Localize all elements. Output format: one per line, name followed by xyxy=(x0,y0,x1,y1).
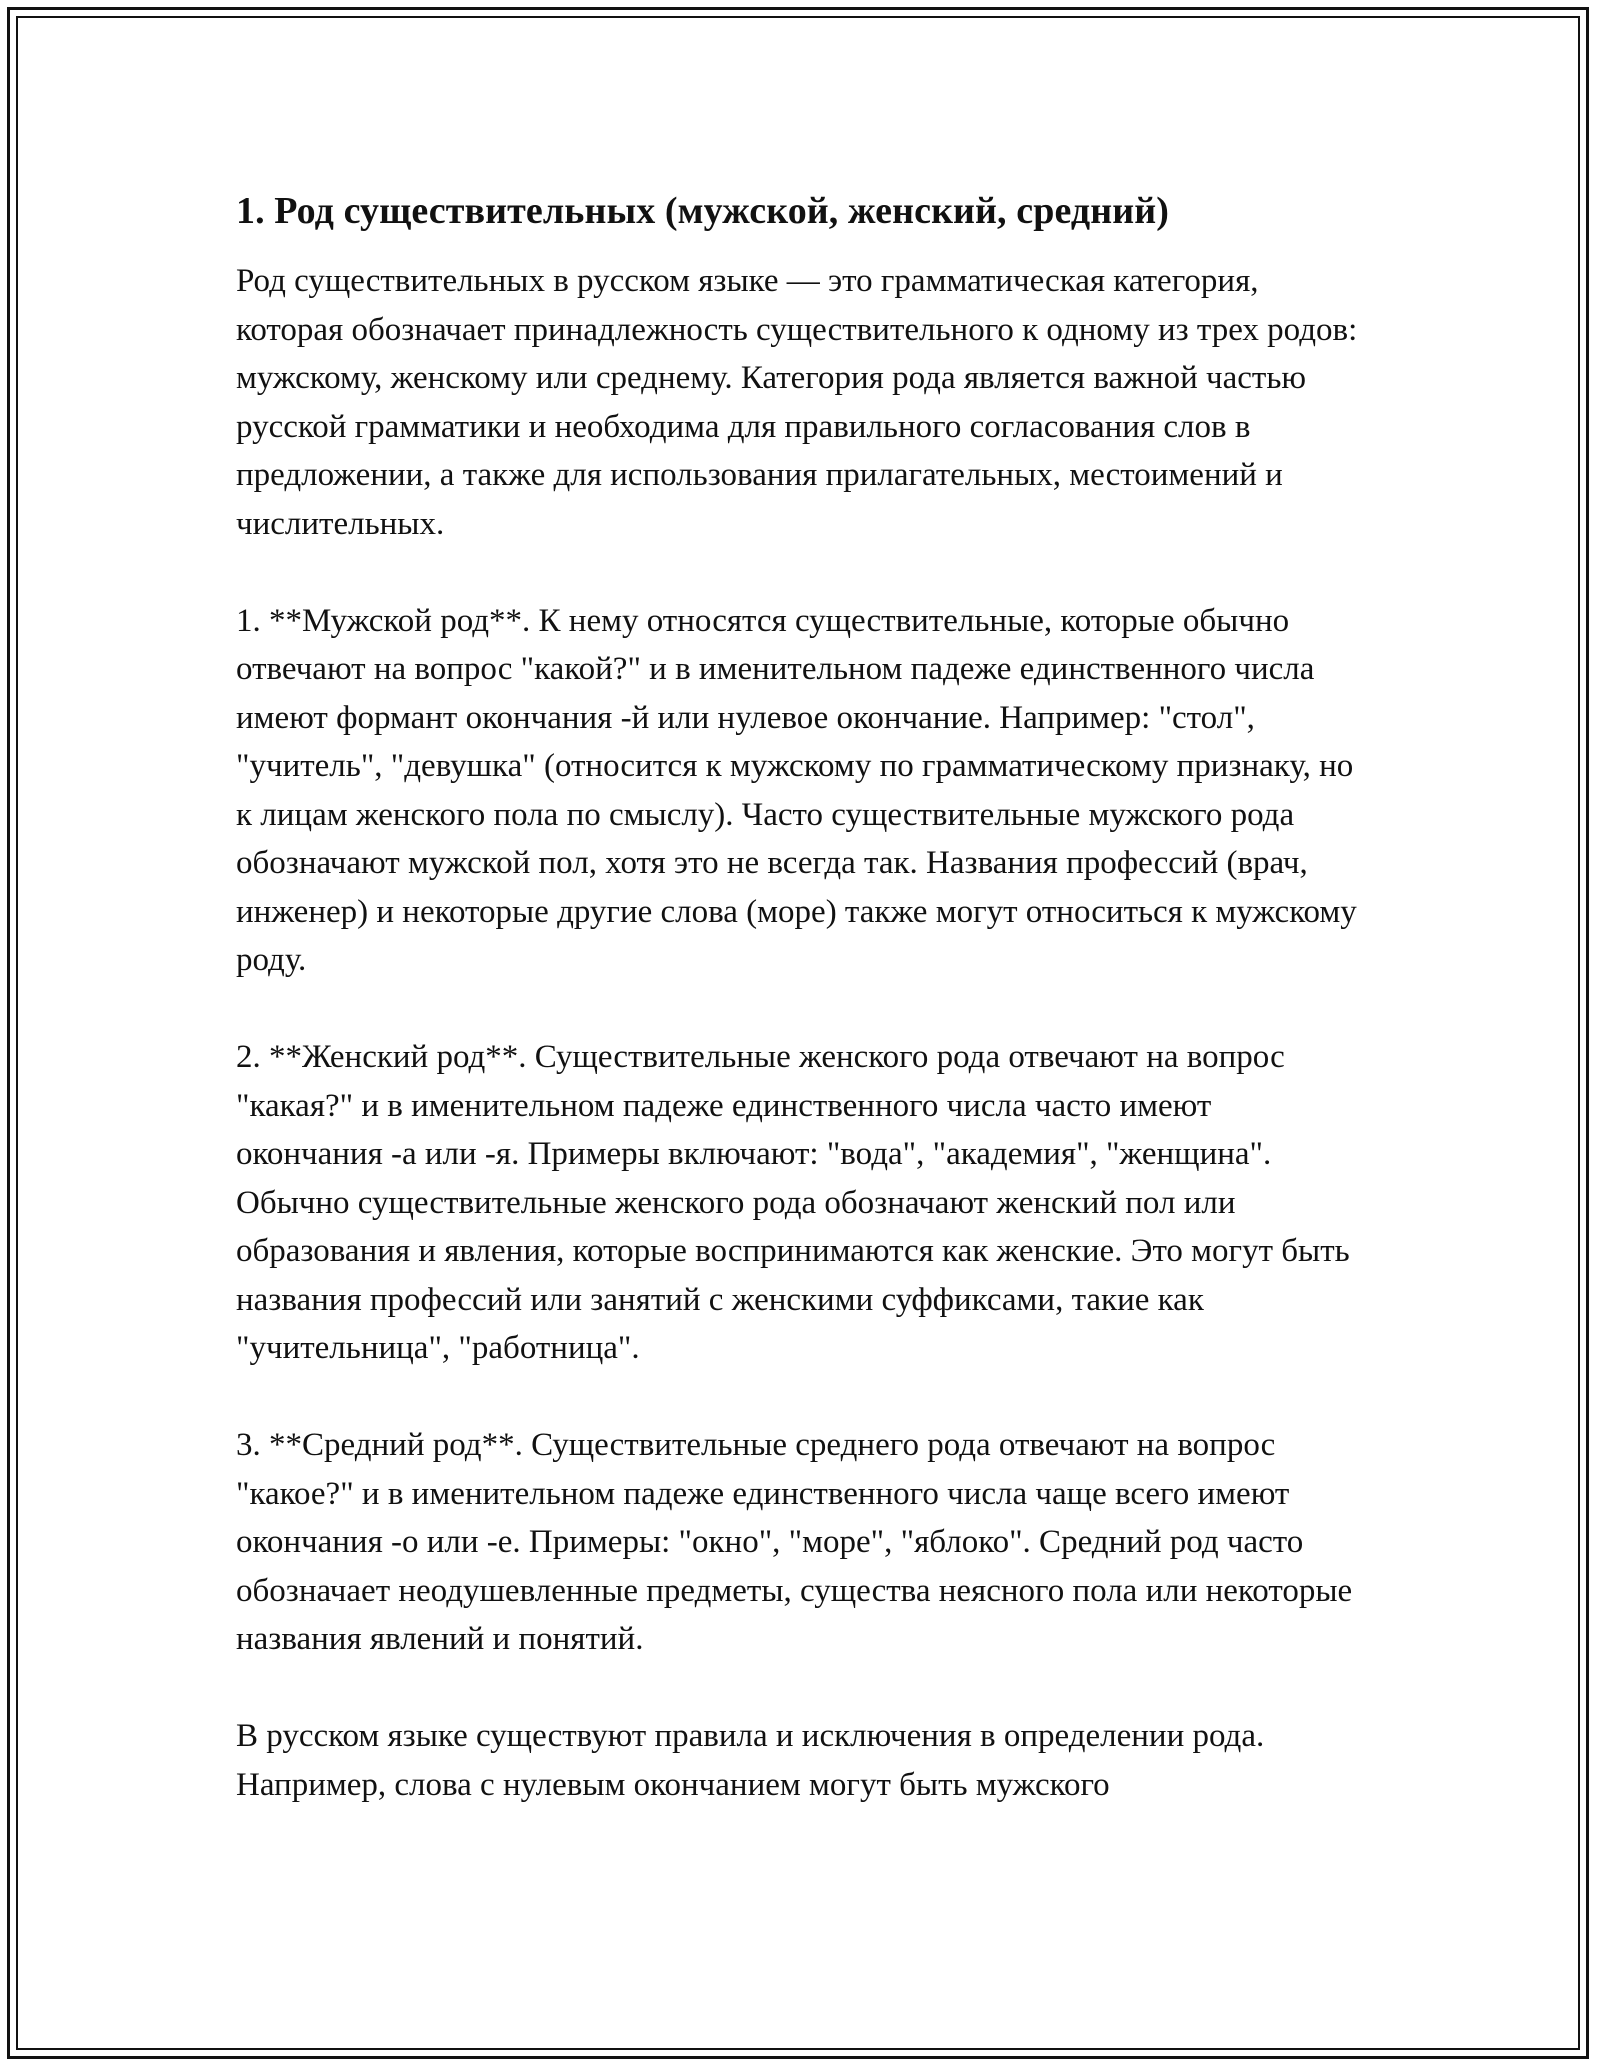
section-heading: 1. Род существительных (мужской, женский, средний) xyxy=(236,190,1169,232)
paragraph-exceptions: В русском языке существуют правила и исключения в определении рода. Например, слова с нулевым окончанием могут быть мужского xyxy=(236,1718,1265,1803)
document-body xyxy=(236,186,1366,1809)
paragraph-masculine: 1. **Мужской род**. К нему относятся существительные, которые обычно отвечают на вопрос "какой?" и в именительном падеже единственного числа имеют формант окончания -й или нулевое окончание. Например: "стол", "учитель", "девушка" (относится к мужскому по грамматическому признаку, но к лицам женского пола по смыслу). Часто существительные мужского рода обозначают мужской пол, хотя это не всегда так. Названия профессий (врач, инженер) и некоторые другие слова (море) также могут относиться к мужскому роду. xyxy=(236,602,1357,978)
paragraph-feminine: 2. **Женский род**. Существительные женского рода отвечают на вопрос "какая?" и в именительном падеже единственного числа часто имеют окончания -а или -я. Примеры включают: "вода", "академия", "женщина". Обычно существительные женского рода обозначают женский пол или образования и явления, которые воспринимаются как женские. Это могут быть названия профессий или занятий с женскими суффиксами, такие как "учительница", "работница". xyxy=(236,1039,1350,1366)
paragraph-neuter: 3. **Средний род**. Существительные среднего рода отвечают на вопрос "какое?" и в именительном падеже единственного числа чаще всего имеют окончания -о или -е. Примеры: "окно", "море", "яблоко". Средний род часто обозначает неодушевленные предметы, существа неясного пола или некоторые названия явлений и понятий. xyxy=(236,1427,1353,1657)
paragraph-intro: Род существительных в русском языке — это грамматическая категория, которая обозначает принадлежность существительного к одному из трех родов: мужскому, женскому или среднему. Категория рода является важной частью русской грамматики и необходима для правильного согласования слов в предложении, а также для использования прилагательных, местоимений и числительных. xyxy=(236,263,1358,542)
